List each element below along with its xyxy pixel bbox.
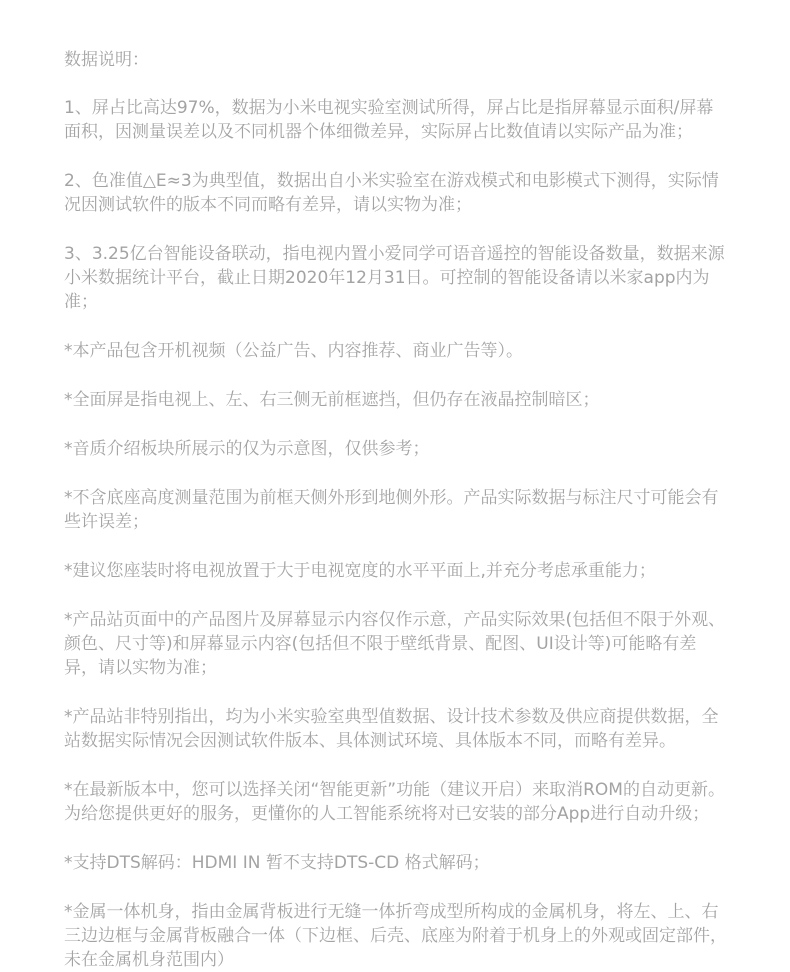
data-notes-heading: 数据说明： (64, 50, 149, 70)
note-product-images: *产品站页面中的产品图片及屏幕显示内容仅作示意，产品实际效果(包括但不限于外观、颜色、尺寸等)和屏幕显示内容(包括但不限于壁纸背景、配图、UI设计等)可能略有差异，请以实物为准； (64, 610, 726, 678)
note-typical-values: *产品站非特别指出，均为小米实验室典型值数据、设计技术参数及供应商提供数据，全站数据实际情况会因测试软件版本、具体测试环境、具体版本不同，而略有差异。 (64, 707, 719, 751)
note-color-accuracy: 2、色准值△E≈3为典型值，数据出自小米实验室在游戏模式和电影模式下测得，实际情况因测试软件的版本不同而略有差异，请以实物为准； (64, 171, 719, 215)
note-dts-decoding: *支持DTS解码：HDMI IN 暂不支持DTS-CD 格式解码； (64, 853, 490, 873)
note-smart-update: *在最新版本中，您可以选择关闭“智能更新”功能（建议开启）来取消ROM的自动更新。为给您提供更好的服务，更懂你的人工智能系统将对已安装的部分App进行自动升级； (64, 780, 725, 824)
note-boot-video: *本产品包含开机视频（公益广告、内容推荐、商业广告等）。 (64, 341, 523, 361)
note-audio-illustration: *音质介绍板块所展示的仅为示意图，仅供参考； (64, 439, 430, 459)
notes-list (64, 96, 730, 972)
note-placement: *建议您座装时将电视放置于大于电视宽度的水平平面上,并充分考虑承重能力； (64, 561, 656, 581)
note-full-screen: *全面屏是指电视上、左、右三侧无前框遮挡，但仍存在液晶控制暗区； (64, 390, 600, 410)
note-metal-body: *金属一体机身，指由金属背板进行无缝一体折弯成型所构成的金属机身，将左、上、右三边边框与金属背板融合一体（下边框、后壳、底座为附着于机身上的外观或固定部件，未在金属机身范围内） (64, 902, 727, 970)
note-screen-ratio: 1、屏占比高达97%，数据为小米电视实验室测试所得，屏占比是指屏幕显示面积/屏幕面积，因测量误差以及不同机器个体细微差异，实际屏占比数值请以实际产品为准； (64, 98, 714, 142)
note-smart-devices: 3、3.25亿台智能设备联动，指电视内置小爱同学可语音遥控的智能设备数量，数据来源小米数据统计平台，截止日期2020年12月31日。可控制的智能设备请以米家app内为准； (64, 244, 725, 312)
note-height-measurement: *不含底座高度测量范围为前框天侧外形到地侧外形。产品实际数据与标注尺寸可能会有些许误差； (64, 488, 719, 532)
